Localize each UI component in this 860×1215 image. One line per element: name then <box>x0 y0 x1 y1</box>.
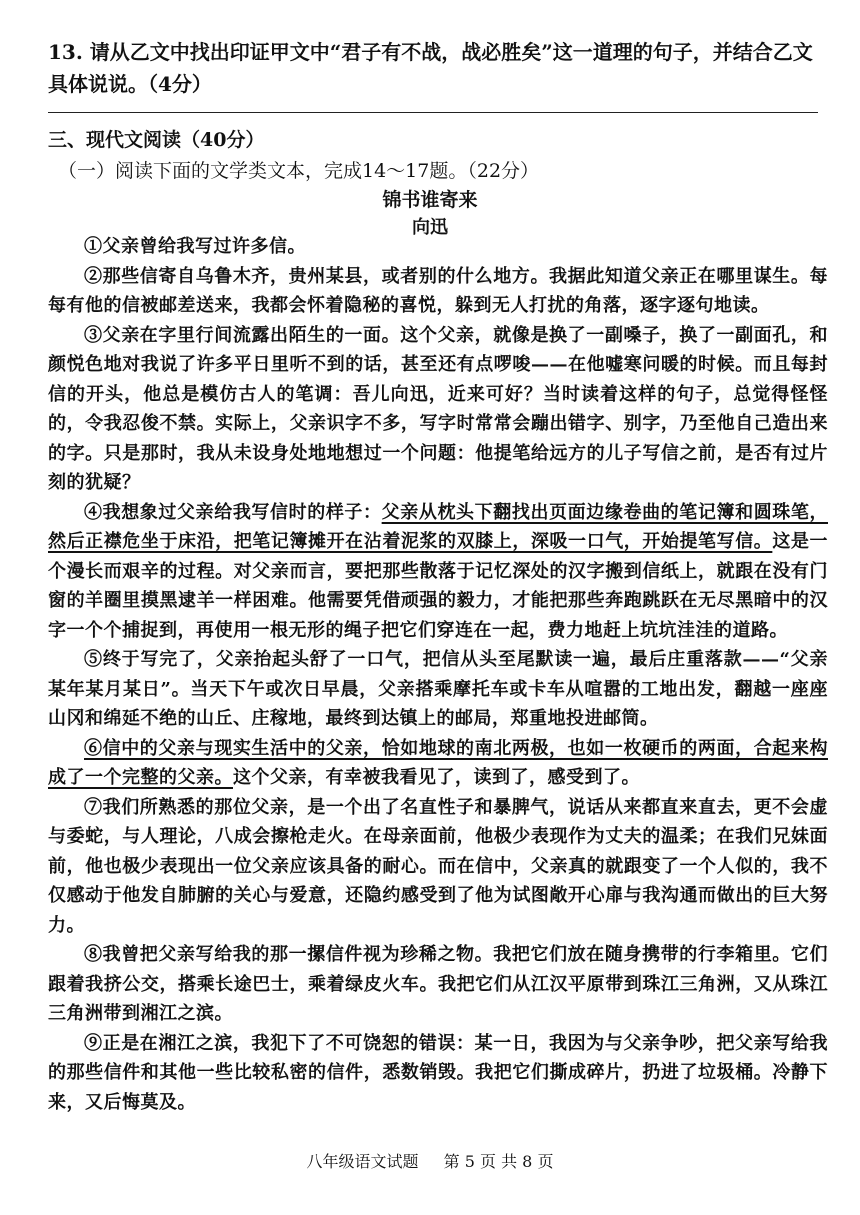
footer-subject: 八年级语文试题 <box>306 1152 419 1171</box>
paragraph-9: ⑨正是在湘江之滨，我犯下了不可饶恕的错误：某一日，我因为与父亲争吵，把父亲写给我的那些信件和其他一些比较私密的信件，悉数销毁。我把它们撕成碎片，扔进了垃圾桶。冷静下来，又后悔莫及。 <box>48 1032 828 1113</box>
article-body <box>48 232 828 1117</box>
paragraph-4 <box>48 498 828 646</box>
paragraph-4-underlined: 父亲从枕头下翻找出页面边缘卷曲的笔记簿和圆珠笔，然后正襟危坐于床沿，把笔记簿摊开在沾着泥浆的双膝上，深吸一口气，开始提笔写信。 <box>48 501 828 552</box>
subsection-title: （一）阅读下面的文学类文本，完成14～17题。（22分） <box>58 160 540 182</box>
footer-page-number: 第 5 页 共 8 页 <box>443 1152 554 1171</box>
page-footer <box>0 1150 860 1174</box>
paragraph-6-underlined: ⑥信中的父亲与现实生活中的父亲，恰如地球的南北两极，也如一枚硬币的两面，合起来构成了一个完整的父亲。 <box>48 737 828 788</box>
paragraph-4-lead: ④我想象过父亲给我写信时的样子： <box>84 501 382 523</box>
section-title: 三、现代文阅读（40分） <box>48 129 265 151</box>
paragraph-4-rest: 这是一个漫长而艰辛的过程。对父亲而言，要把那些散落于记忆深处的汉字搬到信纸上，就跟在没有门窗的羊圈里摸黑逮羊一样困难。他需要凭借顽强的毅力，才能把那些奔跑跳跃在无尽黑暗中的汉字一个个捕捉到，再使用一根无形的绳子把它们穿连在一起，费力地赶上坑坑洼洼的道路。 <box>48 531 829 641</box>
paragraph-6-rest: 这个父亲，有幸被我看见了，读到了，感受到了。 <box>233 767 640 788</box>
paragraph-6 <box>48 734 828 793</box>
paragraph-2: ②那些信寄自乌鲁木齐，贵州某县，或者别的什么地方。我据此知道父亲正在哪里谋生。每每有他的信被邮差送来，我都会怀着隐秘的喜悦，躲到无人打扰的角落，逐字逐句地读。 <box>48 265 828 316</box>
paragraph-1: ①父亲曾给我写过许多信。 <box>84 236 306 257</box>
paragraph-5: ⑤终于写完了，父亲抬起头舒了一口气，把信从头至尾默读一遍，最后庄重落款——“父亲某年某月某日”。当天下午或次日早晨，父亲搭乘摩托车或卡车从喧嚣的工地出发，翻越一座座山冈和绵延不绝的山丘、庄稼地，最终到达镇上的邮局，郑重地投进邮筒。 <box>48 649 828 729</box>
paragraph-3: ③父亲在字里行间流露出陌生的一面。这个父亲，就像是换了一副嗓子，换了一副面孔，和颜悦色地对我说了许多平日里听不到的话，甚至还有点啰唆——在他嘘寒问暖的时候。而且每封信的开头，他总是模仿古人的笔调：吾儿向迅，近来可好？当时读着这样的句子，总觉得怪怪的，令我忍俊不禁。实际上，父亲识字不多，写字时常常会蹦出错字、别字，乃至他自己造出来的字。只是那时，我从未设身处地地想过一个问题：他提笔给远方的儿子写信之前，是否有过片刻的犹疑？ <box>48 324 828 493</box>
article-title: 锦书谁寄来 <box>382 189 478 211</box>
paragraph-8: ⑧我曾把父亲写给我的那一摞信件视为珍稀之物。我把它们放在随身携带的行李箱里。它们跟着我挤公交，搭乘长途巴士，乘着绿皮火车。我把它们从江汉平原带到珠江三角洲，又从珠江三角洲带到湘江之滨。 <box>48 944 828 1024</box>
paragraph-7: ⑦我们所熟悉的那位父亲，是一个出了名直性子和暴脾气，说话从来都直来直去，更不会虚与委蛇，与人理论，八成会擦枪走火。在母亲面前，他极少表现作为丈夫的温柔；在我们兄妹面前，他也极少表现出一位父亲应该具备的耐心。而在信中，父亲真的就跟变了一个人似的，我不仅感动于他发自肺腑的关心与爱意，还隐约感受到了他为试图敞开心扉与我沟通而做出的巨大努力。 <box>48 796 828 936</box>
answer-line <box>48 112 818 113</box>
article-author: 向迅 <box>412 217 448 238</box>
question-13: 13. 请从乙文中找出印证甲文中“君子有不战，战必胜矣”这一道理的句子，并结合乙文具体说说。（4分） <box>48 40 813 96</box>
